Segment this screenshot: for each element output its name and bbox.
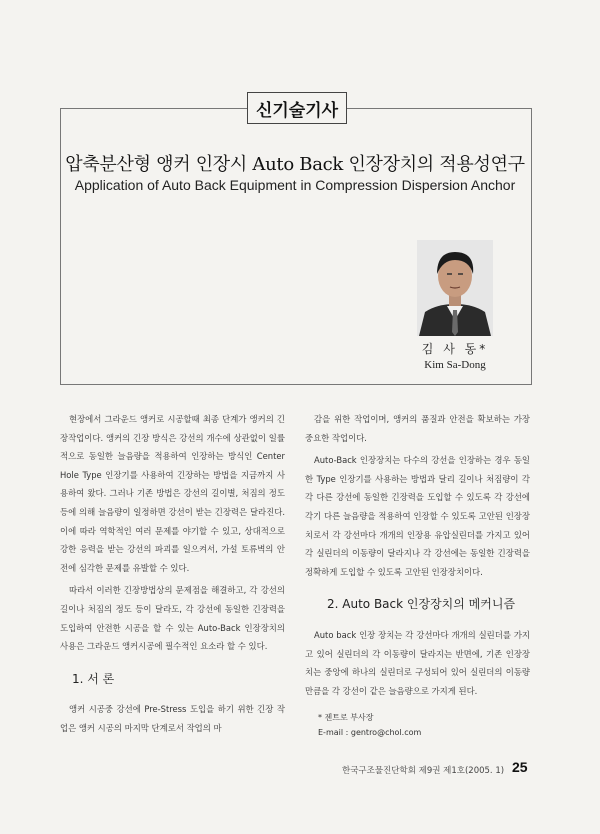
body-paragraph: 현장에서 그라운드 앵커로 시공할때 최종 단계가 앵커의 긴장작업이다. 앵커의 긴장 방식은 강선의 개수에 상관없이 일률적으로 동일한 늘음량을 적용하여 인장하는 방식인 Center Hole Type 인장기를 사용하여 긴장하는 방법을 지금까지 사용하여 왔다. 그러나 기존 방법은 강선의 길이별, 처짐의 정도 등에 의해 늘음량이 일정하면 강선이 받는 긴장력은 달라진다. 이에 따라 역학적인 여러 문제를 야기할 수 있고, 상대적으로 강한 응력을 받는 강선의 파괴를 일으켜서, 가설 토류벽의 안전에 심각한 문제를 유발할 수 있다. <box>60 414 285 573</box>
left-column <box>60 410 285 738</box>
author-photo <box>417 240 493 336</box>
author-name-korean: 김 사 동* <box>421 342 489 356</box>
section-heading: 1. 서 론 <box>72 671 115 686</box>
body-paragraph: 따라서 이러한 긴장방법상의 문제점을 해결하고, 각 강선의 길이나 처짐의 정도 등이 달라도, 각 강선에 동일한 긴장력을 도입하여 안전한 시공을 할 수 있는 Auto-Back 인장장치의 사용은 그라운드 앵커시공에 필수적인 요소라 할 수 있다. <box>60 585 285 652</box>
journal-citation: 한국구조물진단학회 제9권 제1호(2005. 1) <box>342 766 505 776</box>
article-title-english: Application of Auto Back Equipment in Compression Dispersion Anchor <box>74 177 516 193</box>
body-paragraph: Auto-Back 인장장치는 다수의 강선을 인장하는 경우 동일한 Type 인장기를 사용하는 방법과 달리 길이나 처짐량이 각각 다른 강선에 동일한 긴장력을 도입할 수 있도록 각 강선에 각기 다른 늘음량을 적용하여 인장할 수 있도록 고안된 인장장치로서 각 강선마다 개개의 인장용 유압실린더를 가지고 있어 각 실린더의 이동량이 달라지나 각 강선에는 동일한 긴장력을 정확하게 도입할 수 있도록 고안된 인장장치이다. <box>305 455 530 577</box>
footnote-affiliation: * 젠트로 부사장 <box>318 713 374 722</box>
page-number: 25 <box>512 759 528 775</box>
body-paragraph: Auto back 인장 장치는 각 강선마다 개개의 실린더를 가지고 있어 실린더의 각 이동량이 달라지는 반면에, 기존 인장장치는 중앙에 하나의 실린더로 구성되어 있어 실린더의 이동량 만큼을 각 강선이 같은 늘음량으로 가지게 된다. <box>305 629 530 696</box>
section-badge: 신기술기사 <box>247 92 347 124</box>
section-heading: 2. Auto Back 인장장치의 메커니즘 <box>327 597 516 612</box>
footnote-email: E-mail : gentro@chol.com <box>318 728 422 737</box>
right-column <box>305 410 530 700</box>
body-paragraph: 감을 위한 작업이며, 앵커의 품질과 안전을 확보하는 가장 중요한 작업이다. <box>305 414 530 443</box>
author-name-english: Kim Sa-Dong <box>424 359 486 371</box>
author-footnote <box>318 710 528 740</box>
body-paragraph: 앵커 시공중 강선에 Pre-Stress 도입을 하기 위한 긴장 작업은 앵커 시공의 마지막 단계로서 작업의 마 <box>60 704 285 733</box>
article-title-korean: 압축분산형 앵커 인장시 Auto Back 인장장치의 적용성연구 <box>65 154 525 175</box>
